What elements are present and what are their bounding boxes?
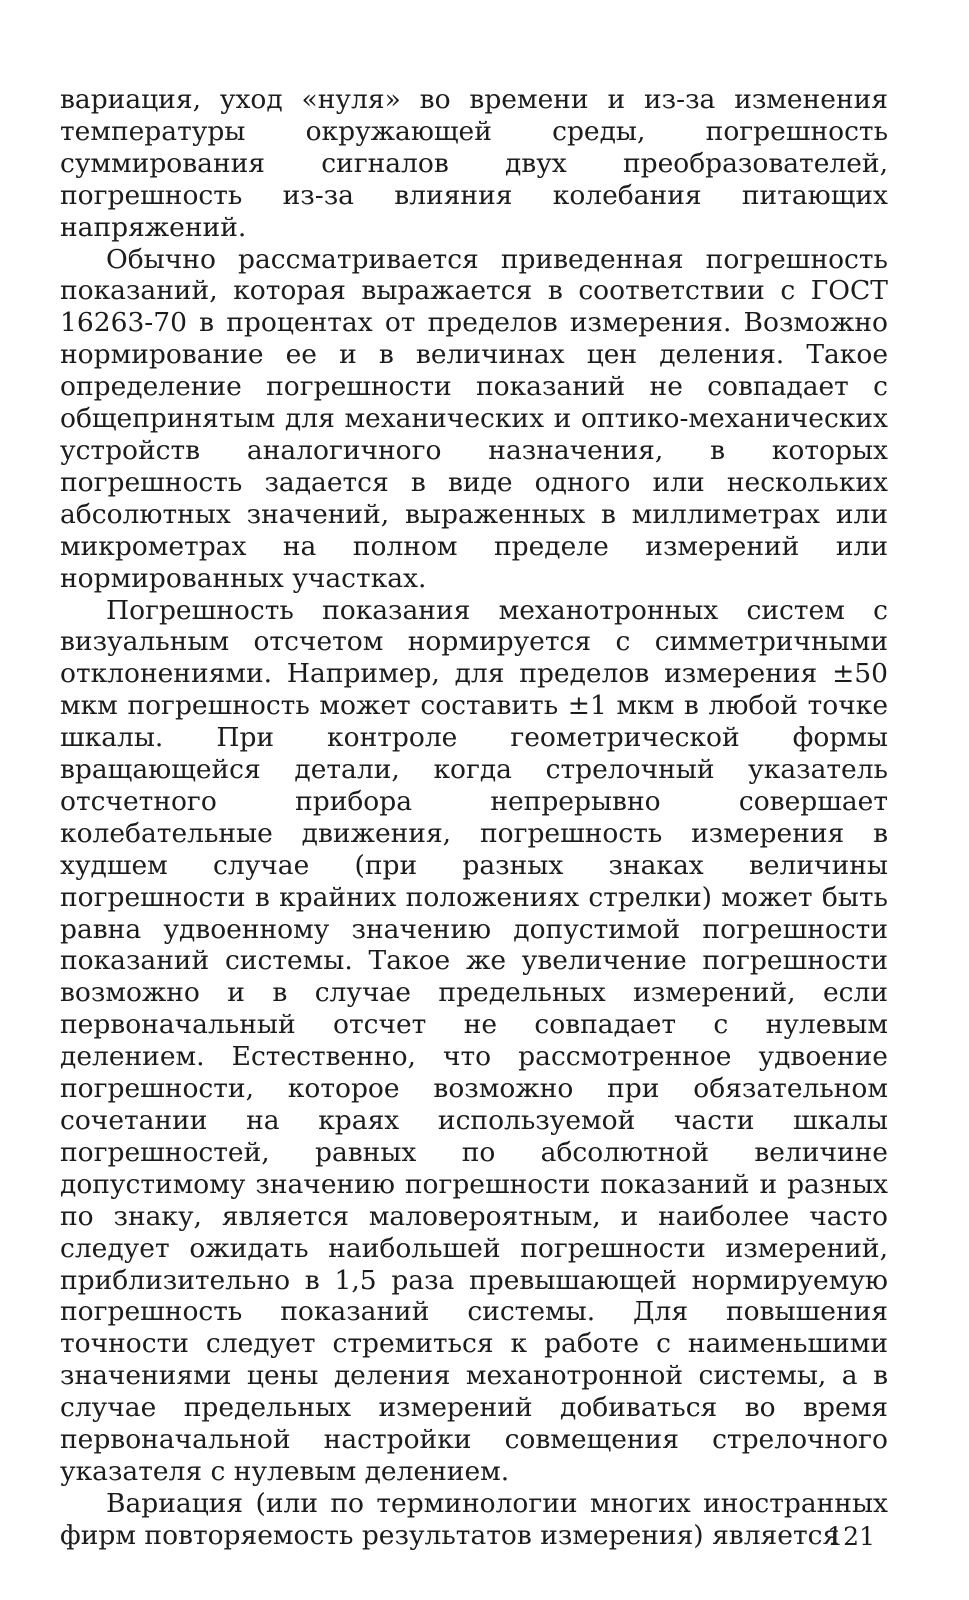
page-number: 121 xyxy=(827,1522,875,1551)
paragraph-reduced-error: Обычно рассматривается приведенная погрешность показаний, которая выражается в соответствии с ГОСТ 16263-70 в процентах от пределов измерения. Возможно нормирование ее и в величинах цен деления. Такое определение погрешности показаний не совпадает с общепринятым для механических и оптико-механических устройств аналогичного назначения, в которых погрешность задается в виде одного или нескольких абсолютных значений, выраженных в миллиметрах или микрометрах на полном пределе измерений или нормированных участках. xyxy=(60,243,888,594)
paragraph-mechatronic-error: Погрешность показания механотронных систем с визуальным отсчетом нормируется с симметричными отклонениями. Например, для пределов измерения ±50 мкм погрешность может составить ±1 мкм в любой точке шкалы. При контроле геометрической формы вращающейся детали, когда стрелочный указатель отсчетного прибора непрерывно совершает колебательные движения, погрешность измерения в худшем случае (при разных знаках величины погрешности в крайних положениях стрелки) может быть равна удвоенному значению допустимой погрешности показаний системы. Такое же увеличение погрешности возможно и в случае предельных измерений, если первоначальный отсчет не совпадает с нулевым делением. Естественно, что рассмотренное удвоение погрешности, которое возможно при обязательном сочетании на краях используемой части шкалы погрешностей, равных по абсолютной величине допустимому значению погрешности показаний и разных по знаку, является маловероятным, и наиболее часто следует ожидать наибольшей погрешности измерений, приблизительно в 1,5 раза превышающей нормируемую погрешность показаний системы. Для повышения точности следует стремиться к работе с наименьшими значениями цены деления механотронной системы, а в случае предельных измерений добиваться во время первоначальной настройки совмещения стрелочного указателя с нулевым делением. xyxy=(60,594,888,1487)
paragraph-variation: Вариация (или по терминологии многих иностранных фирм повторяемость результатов измерения) является xyxy=(60,1487,888,1551)
paragraph-continuation: вариация, уход «нуля» во времени и из-за изменения температуры окружающей среды, погрешность суммирования сигналов двух преобразователей, погрешность из-за влияния колебания питающих напряжений. xyxy=(60,84,888,243)
page-body xyxy=(60,84,888,1552)
